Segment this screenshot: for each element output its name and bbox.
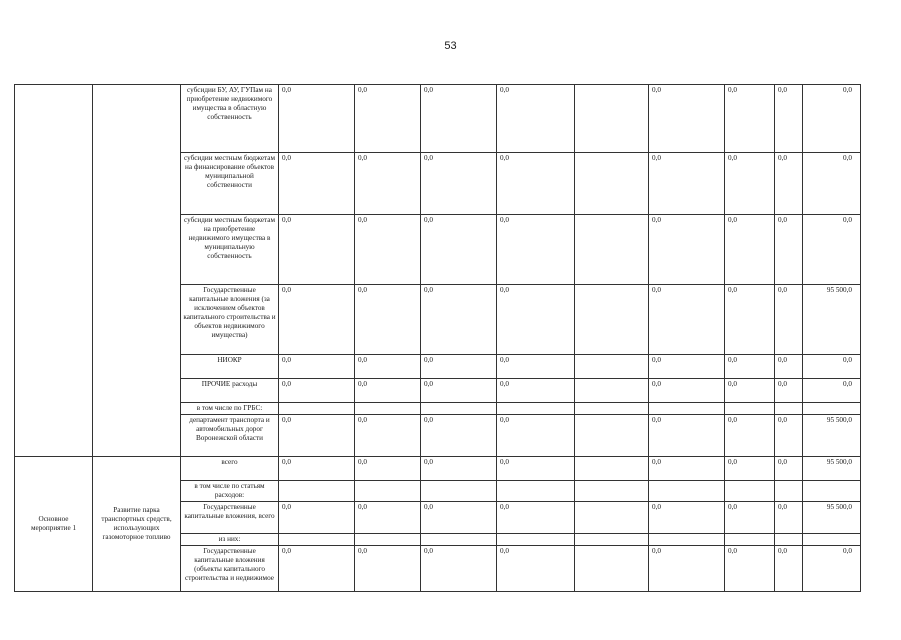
value-cell: 0,0: [497, 457, 575, 481]
value-cell: [775, 534, 803, 546]
value-cell: 0,0: [421, 355, 497, 379]
value-cell: [575, 355, 649, 379]
row-description: из них:: [181, 534, 279, 546]
value-cell: 0,0: [725, 355, 775, 379]
value-cell: 0,0: [725, 285, 775, 355]
value-cell: 0,0: [803, 546, 861, 592]
value-cell: 0,0: [421, 85, 497, 153]
value-cell: 0,0: [803, 379, 861, 403]
value-cell: [803, 481, 861, 502]
value-cell: 0,0: [497, 85, 575, 153]
value-cell: 0,0: [497, 215, 575, 285]
value-cell: 0,0: [649, 502, 725, 534]
page-number: 53: [444, 40, 457, 52]
value-cell: 0,0: [775, 285, 803, 355]
value-cell: [575, 546, 649, 592]
value-cell: [497, 403, 575, 415]
value-cell: 0,0: [649, 153, 725, 215]
value-cell: 0,0: [775, 355, 803, 379]
value-cell: 0,0: [649, 355, 725, 379]
value-cell: 0,0: [803, 85, 861, 153]
value-cell: 0,0: [279, 502, 355, 534]
value-cell: [421, 403, 497, 415]
value-cell: 0,0: [497, 546, 575, 592]
value-cell: [725, 481, 775, 502]
value-cell: [279, 403, 355, 415]
value-cell: 0,0: [775, 415, 803, 457]
row-description: НИОКР: [181, 355, 279, 379]
value-cell: 0,0: [775, 502, 803, 534]
value-cell: [725, 403, 775, 415]
value-cell: [355, 481, 421, 502]
value-cell: 0,0: [725, 415, 775, 457]
value-cell: [575, 457, 649, 481]
value-cell: [725, 534, 775, 546]
value-cell: [575, 415, 649, 457]
value-cell: [803, 403, 861, 415]
value-cell: 0,0: [497, 355, 575, 379]
value-cell: 0,0: [803, 355, 861, 379]
value-cell: [775, 481, 803, 502]
value-cell: 0,0: [775, 546, 803, 592]
value-cell: 95 500,0: [803, 285, 861, 355]
value-cell: 0,0: [355, 355, 421, 379]
value-cell: 0,0: [725, 85, 775, 153]
value-cell: 0,0: [497, 153, 575, 215]
value-cell: 0,0: [355, 415, 421, 457]
row-description: субсидии БУ, АУ, ГУПам на приобретение недвижимого имущества в областную собственность: [181, 85, 279, 153]
blank-cell: [15, 85, 93, 457]
value-cell: 95 500,0: [803, 415, 861, 457]
value-cell: 0,0: [279, 215, 355, 285]
row-description: Государственные капитальные вложения (за исключением объектов капитального строительства и объектов недвижимого имущества): [181, 285, 279, 355]
value-cell: [575, 85, 649, 153]
table-row: [15, 85, 861, 153]
value-cell: 0,0: [355, 546, 421, 592]
value-cell: 0,0: [497, 285, 575, 355]
value-cell: 0,0: [725, 215, 775, 285]
budget-table: [14, 84, 861, 592]
value-cell: [575, 502, 649, 534]
value-cell: 0,0: [725, 379, 775, 403]
row-description: Государственные капитальные вложения (объекты капитального строительства и недвижимое: [181, 546, 279, 592]
value-cell: 0,0: [279, 153, 355, 215]
value-cell: [575, 403, 649, 415]
value-cell: 0,0: [355, 85, 421, 153]
row-description: в том числе по ГРБС:: [181, 403, 279, 415]
value-cell: 0,0: [279, 355, 355, 379]
blank-cell: [93, 85, 181, 457]
value-cell: 0,0: [725, 457, 775, 481]
value-cell: 95 500,0: [803, 502, 861, 534]
value-cell: [649, 481, 725, 502]
value-cell: 0,0: [279, 379, 355, 403]
value-cell: 0,0: [279, 85, 355, 153]
value-cell: 0,0: [279, 457, 355, 481]
value-cell: 0,0: [497, 415, 575, 457]
value-cell: 0,0: [279, 546, 355, 592]
value-cell: 0,0: [355, 285, 421, 355]
value-cell: 0,0: [649, 85, 725, 153]
value-cell: 0,0: [649, 379, 725, 403]
value-cell: 0,0: [355, 379, 421, 403]
value-cell: 0,0: [775, 379, 803, 403]
row-description: субсидии местным бюджетам на финансирование объектов муниципальной собственности: [181, 153, 279, 215]
row-description: Государственные капитальные вложения, всего: [181, 502, 279, 534]
value-cell: 0,0: [355, 457, 421, 481]
value-cell: 0,0: [803, 153, 861, 215]
value-cell: 0,0: [355, 215, 421, 285]
value-cell: 0,0: [355, 153, 421, 215]
value-cell: 0,0: [421, 285, 497, 355]
value-cell: 0,0: [803, 215, 861, 285]
value-cell: [355, 403, 421, 415]
value-cell: [575, 285, 649, 355]
value-cell: 0,0: [421, 415, 497, 457]
value-cell: 0,0: [355, 502, 421, 534]
value-cell: 0,0: [775, 215, 803, 285]
value-cell: 0,0: [421, 379, 497, 403]
value-cell: [575, 215, 649, 285]
value-cell: [497, 534, 575, 546]
value-cell: [497, 481, 575, 502]
value-cell: 0,0: [421, 502, 497, 534]
value-cell: 0,0: [279, 415, 355, 457]
row-description: субсидии местным бюджетам на приобретение недвижимого имущества в муниципальную собственность: [181, 215, 279, 285]
table-row: [15, 457, 861, 481]
value-cell: 0,0: [649, 415, 725, 457]
value-cell: 0,0: [421, 457, 497, 481]
row-description: всего: [181, 457, 279, 481]
value-cell: [575, 153, 649, 215]
row-description: в том числе по статьям расходов:: [181, 481, 279, 502]
value-cell: [775, 403, 803, 415]
value-cell: 0,0: [649, 457, 725, 481]
value-cell: [355, 534, 421, 546]
value-cell: 0,0: [725, 546, 775, 592]
measure-label: Основное мероприятие 1: [15, 457, 93, 592]
value-cell: 0,0: [497, 379, 575, 403]
value-cell: 0,0: [649, 285, 725, 355]
value-cell: 0,0: [775, 153, 803, 215]
value-cell: 0,0: [725, 502, 775, 534]
value-cell: [279, 534, 355, 546]
value-cell: [575, 534, 649, 546]
row-description: ПРОЧИЕ расходы: [181, 379, 279, 403]
value-cell: [575, 481, 649, 502]
row-description: департамент транспорта и автомобильных дорог Воронежской области: [181, 415, 279, 457]
value-cell: 0,0: [421, 153, 497, 215]
value-cell: [649, 534, 725, 546]
value-cell: 0,0: [421, 546, 497, 592]
value-cell: [421, 481, 497, 502]
measure-name: Развитие парка транспортных средств, использующих газомоторное топливо: [93, 457, 181, 592]
value-cell: 0,0: [279, 285, 355, 355]
value-cell: 0,0: [725, 153, 775, 215]
value-cell: 0,0: [421, 215, 497, 285]
value-cell: 0,0: [649, 546, 725, 592]
value-cell: [421, 534, 497, 546]
value-cell: 0,0: [649, 215, 725, 285]
value-cell: 0,0: [497, 502, 575, 534]
value-cell: 95 500,0: [803, 457, 861, 481]
value-cell: [279, 481, 355, 502]
value-cell: 0,0: [775, 85, 803, 153]
value-cell: [649, 403, 725, 415]
value-cell: [803, 534, 861, 546]
value-cell: 0,0: [775, 457, 803, 481]
value-cell: [575, 379, 649, 403]
